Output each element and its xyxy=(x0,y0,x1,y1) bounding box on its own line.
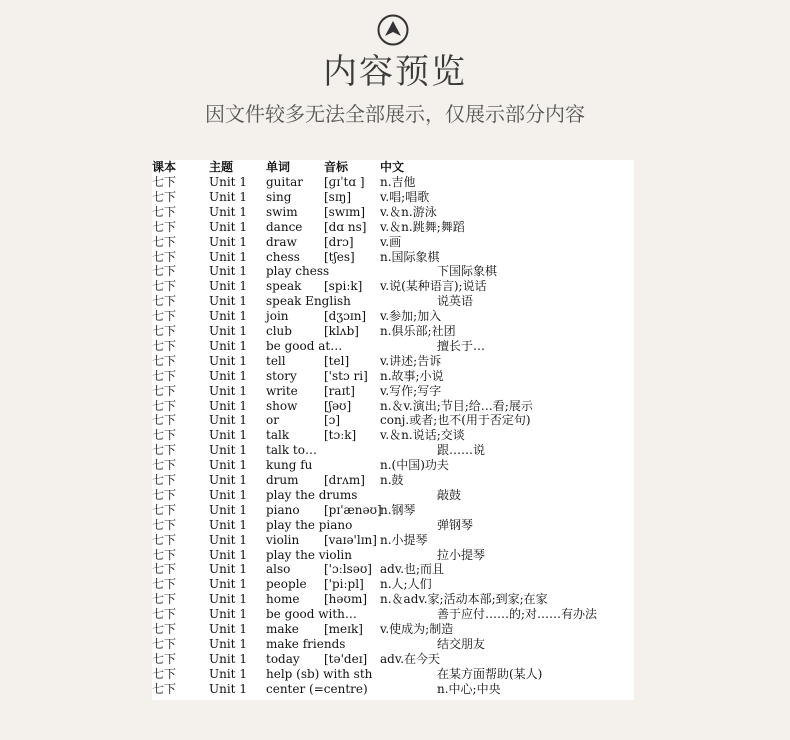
cell-phonetic: [vaɪə'lɪn] xyxy=(324,532,377,547)
cell-unit: Unit 1 xyxy=(209,234,247,249)
cell-word: show xyxy=(266,398,298,413)
cell-unit: Unit 1 xyxy=(209,383,247,398)
cell-phonetic: [raɪt] xyxy=(324,383,355,398)
cell-unit: Unit 1 xyxy=(209,175,247,189)
cell-book: 七下 xyxy=(152,487,177,502)
table-row xyxy=(152,577,634,592)
table-row xyxy=(152,264,634,279)
cell-phonetic: [klʌb] xyxy=(324,324,359,338)
cell-book: 七下 xyxy=(152,562,177,577)
cell-unit: Unit 1 xyxy=(209,607,247,622)
table-row xyxy=(152,339,634,354)
cell-phonetic: [spiːk] xyxy=(324,279,363,294)
cell-word: make friends xyxy=(266,636,346,651)
cell-unit: Unit 1 xyxy=(209,264,247,279)
table-row xyxy=(152,607,634,622)
table-row xyxy=(152,205,634,220)
column-header-unit: 主题 xyxy=(209,160,234,174)
table-row xyxy=(152,533,634,548)
cell-phonetic: [swɪm] xyxy=(324,204,366,219)
cell-book: 七下 xyxy=(152,189,177,204)
cell-phonetic: [tʃes] xyxy=(324,249,355,264)
cell-meaning: v.画 xyxy=(380,234,402,249)
cell-meaning: n.＆v.演出;节目;给…看;展示 xyxy=(380,398,533,413)
cell-word: play the piano xyxy=(266,517,353,532)
cell-book: 七下 xyxy=(152,413,177,428)
cell-word: today xyxy=(266,651,300,666)
cell-meaning: v.讲述;告诉 xyxy=(380,353,442,368)
cell-meaning: n.人;人们 xyxy=(380,577,432,592)
cell-phonetic: [dʒɔɪn] xyxy=(324,309,367,324)
cell-unit: Unit 1 xyxy=(209,622,247,636)
cell-phonetic: [tə'deɪ] xyxy=(324,651,368,666)
cell-word: speak xyxy=(266,279,302,294)
table-row xyxy=(152,458,634,473)
cell-phonetic: ['stɔ ri] xyxy=(324,368,368,383)
cell-book: 七下 xyxy=(152,651,177,666)
cell-book: 七下 xyxy=(152,383,177,398)
table-row xyxy=(152,413,634,428)
cell-meaning: 拉小提琴 xyxy=(437,547,486,562)
cell-phonetic: [drʌm] xyxy=(324,473,365,487)
cell-meaning: v.＆n.游泳 xyxy=(380,204,437,219)
table-row xyxy=(152,503,634,518)
cell-book: 七下 xyxy=(152,443,177,458)
cell-unit: Unit 1 xyxy=(209,279,247,294)
cell-unit: Unit 1 xyxy=(209,398,247,413)
cell-book: 七下 xyxy=(152,592,177,607)
cell-unit: Unit 1 xyxy=(209,249,247,264)
cell-word: draw xyxy=(266,234,297,249)
table-row xyxy=(152,443,634,458)
table-row xyxy=(152,220,634,235)
cell-phonetic: [tel] xyxy=(324,353,350,368)
cell-unit: Unit 1 xyxy=(209,547,247,562)
cell-unit: Unit 1 xyxy=(209,428,247,443)
cell-word: chess xyxy=(266,249,300,264)
cell-book: 七下 xyxy=(152,219,177,234)
cell-phonetic: ['ɔːlsəʊ] xyxy=(324,562,372,577)
cell-book: 七下 xyxy=(152,622,177,636)
cell-book: 七下 xyxy=(152,264,177,279)
cell-unit: Unit 1 xyxy=(209,636,247,651)
table-row xyxy=(152,548,634,563)
table-row xyxy=(152,369,634,384)
table-header-row xyxy=(152,160,634,175)
cell-meaning: n.故事;小说 xyxy=(380,368,444,383)
cell-book: 七下 xyxy=(152,398,177,413)
cell-book: 七下 xyxy=(152,577,177,592)
cell-meaning: 敲鼓 xyxy=(437,487,462,502)
cell-phonetic: [drɔ] xyxy=(324,234,354,249)
cell-word: speak English xyxy=(266,294,351,309)
cell-unit: Unit 1 xyxy=(209,368,247,383)
table-row xyxy=(152,652,634,667)
cell-phonetic: [həʊm] xyxy=(324,592,368,607)
cell-meaning: n.小提琴 xyxy=(380,532,428,547)
cell-unit: Unit 1 xyxy=(209,487,247,502)
cell-book: 七下 xyxy=(152,473,177,487)
cell-meaning: 说英语 xyxy=(437,294,474,309)
cell-book: 七下 xyxy=(152,517,177,532)
table-row xyxy=(152,488,634,503)
cell-meaning: n.钢琴 xyxy=(380,502,416,517)
cell-book: 七下 xyxy=(152,666,177,681)
cell-word: club xyxy=(266,324,292,338)
cell-meaning: v.参加;加入 xyxy=(380,309,442,324)
cell-unit: Unit 1 xyxy=(209,592,247,607)
cell-book: 七下 xyxy=(152,636,177,651)
column-header-word: 单词 xyxy=(266,160,291,174)
cell-word: or xyxy=(266,413,279,428)
cell-word: center (=centre) xyxy=(266,681,368,696)
cell-unit: Unit 1 xyxy=(209,681,247,696)
cell-unit: Unit 1 xyxy=(209,189,247,204)
cell-meaning: n.鼓 xyxy=(380,473,404,487)
cell-meaning: 跟……说 xyxy=(437,443,486,458)
table-row xyxy=(152,518,634,533)
cell-unit: Unit 1 xyxy=(209,294,247,309)
cell-unit: Unit 1 xyxy=(209,309,247,324)
column-header-meaning: 中文 xyxy=(380,160,405,174)
cell-phonetic: [ɡɪˈtɑ ] xyxy=(324,175,365,189)
table-row xyxy=(152,354,634,369)
cell-phonetic: [sɪŋ] xyxy=(324,189,352,204)
cell-word: violin xyxy=(266,532,300,547)
cell-book: 七下 xyxy=(152,458,177,473)
cell-meaning: adv.在今天 xyxy=(380,651,441,666)
cell-book: 七下 xyxy=(152,175,177,189)
table-row xyxy=(152,667,634,682)
table-row xyxy=(152,324,634,339)
cell-phonetic: [ɔ] xyxy=(324,413,341,428)
cell-book: 七下 xyxy=(152,294,177,309)
table-row xyxy=(152,235,634,250)
cell-book: 七下 xyxy=(152,324,177,338)
cell-book: 七下 xyxy=(152,532,177,547)
cell-book: 七下 xyxy=(152,204,177,219)
table-row xyxy=(152,399,634,414)
cell-word: story xyxy=(266,368,297,383)
cell-meaning: n.吉他 xyxy=(380,175,416,189)
cell-word: guitar xyxy=(266,175,303,189)
table-row xyxy=(152,175,634,190)
cell-meaning: n.(中国)功夫 xyxy=(380,458,449,473)
cell-book: 七下 xyxy=(152,428,177,443)
cell-word: piano xyxy=(266,502,300,517)
cell-unit: Unit 1 xyxy=(209,204,247,219)
cell-meaning: v.＆n.跳舞;舞蹈 xyxy=(380,219,465,234)
cell-meaning: v.说(某种语言);说话 xyxy=(380,279,487,294)
page-subtitle: 因文件较多无法全部展示，仅展示部分内容 xyxy=(205,102,585,126)
document-preview xyxy=(152,160,634,700)
cell-book: 七下 xyxy=(152,547,177,562)
cell-word: talk xyxy=(266,428,290,443)
cell-meaning: conj.或者;也不(用于否定句) xyxy=(380,413,531,428)
cell-book: 七下 xyxy=(152,607,177,622)
cell-unit: Unit 1 xyxy=(209,532,247,547)
table-row xyxy=(152,637,634,652)
cell-phonetic: [tɔːk] xyxy=(324,428,357,443)
cell-word: write xyxy=(266,383,298,398)
cell-meaning: 弹钢琴 xyxy=(437,517,474,532)
cell-book: 七下 xyxy=(152,309,177,324)
cell-unit: Unit 1 xyxy=(209,666,247,681)
column-header-book: 课本 xyxy=(152,160,177,174)
cell-phonetic: [pɪ'ænəʊ] xyxy=(324,502,382,517)
cell-word: tell xyxy=(266,353,286,368)
cell-unit: Unit 1 xyxy=(209,577,247,592)
cell-word: sing xyxy=(266,189,292,204)
cell-meaning: 在某方面帮助(某人) xyxy=(437,666,543,681)
cell-word: people xyxy=(266,577,307,592)
cell-book: 七下 xyxy=(152,249,177,264)
cell-meaning: 下国际象棋 xyxy=(437,264,498,279)
cell-meaning: v.写作;写字 xyxy=(380,383,442,398)
cell-meaning: 擅长于… xyxy=(437,338,486,353)
cell-word: drum xyxy=(266,473,299,487)
cell-unit: Unit 1 xyxy=(209,502,247,517)
cell-unit: Unit 1 xyxy=(209,443,247,458)
cell-phonetic: [ʃəʊ] xyxy=(324,398,352,413)
cell-word: join xyxy=(266,309,289,324)
cell-word: also xyxy=(266,562,291,577)
table-row xyxy=(152,592,634,607)
cell-book: 七下 xyxy=(152,502,177,517)
cell-unit: Unit 1 xyxy=(209,473,247,487)
cell-meaning: n.中心;中央 xyxy=(437,681,501,696)
cell-word: swim xyxy=(266,204,298,219)
cell-unit: Unit 1 xyxy=(209,413,247,428)
cell-book: 七下 xyxy=(152,368,177,383)
cell-unit: Unit 1 xyxy=(209,458,247,473)
cell-word: play the drums xyxy=(266,487,358,502)
cell-word: play chess xyxy=(266,264,330,279)
cell-unit: Unit 1 xyxy=(209,219,247,234)
cell-unit: Unit 1 xyxy=(209,338,247,353)
cell-word: make xyxy=(266,622,299,636)
cell-book: 七下 xyxy=(152,681,177,696)
up-arrow-circle-icon xyxy=(377,14,409,46)
cell-book: 七下 xyxy=(152,234,177,249)
cell-book: 七下 xyxy=(152,338,177,353)
cell-phonetic: ['piːpl] xyxy=(324,577,364,592)
cell-unit: Unit 1 xyxy=(209,517,247,532)
table-row xyxy=(152,682,634,697)
cell-meaning: 结交朋友 xyxy=(437,636,486,651)
table-row xyxy=(152,294,634,309)
cell-word: be good at… xyxy=(266,338,343,353)
cell-word: be good with… xyxy=(266,607,357,622)
cell-unit: Unit 1 xyxy=(209,562,247,577)
column-header-phonetic: 音标 xyxy=(324,160,349,174)
table-row xyxy=(152,622,634,637)
cell-unit: Unit 1 xyxy=(209,353,247,368)
cell-meaning: v.使成为;制造 xyxy=(380,622,454,636)
cell-meaning: v.唱;唱歌 xyxy=(380,189,430,204)
cell-book: 七下 xyxy=(152,353,177,368)
cell-word: dance xyxy=(266,219,303,234)
table-row xyxy=(152,384,634,399)
cell-word: help (sb) with sth xyxy=(266,666,373,681)
cell-phonetic: [meɪk] xyxy=(324,622,363,636)
cell-meaning: n.俱乐部;社团 xyxy=(380,324,456,338)
table-row xyxy=(152,428,634,443)
cell-unit: Unit 1 xyxy=(209,324,247,338)
table-row xyxy=(152,473,634,488)
table-row xyxy=(152,190,634,205)
table-row xyxy=(152,309,634,324)
cell-meaning: v.＆n.说话;交谈 xyxy=(380,428,465,443)
cell-word: home xyxy=(266,592,300,607)
page-title: 内容预览 xyxy=(323,52,467,92)
cell-phonetic: [dɑ ns] xyxy=(324,219,367,234)
cell-word: talk to… xyxy=(266,443,317,458)
cell-meaning: n.国际象棋 xyxy=(380,249,440,264)
cell-meaning: adv.也;而且 xyxy=(380,562,445,577)
cell-word: kung fu xyxy=(266,458,313,473)
cell-meaning: n.＆adv.家;活动本部;到家;在家 xyxy=(380,592,548,607)
cell-word: play the violin xyxy=(266,547,352,562)
cell-book: 七下 xyxy=(152,279,177,294)
table-row xyxy=(152,562,634,577)
table-row xyxy=(152,279,634,294)
table-row xyxy=(152,250,634,265)
cell-unit: Unit 1 xyxy=(209,651,247,666)
cell-meaning: 善于应付……的;对……有办法 xyxy=(437,607,598,622)
